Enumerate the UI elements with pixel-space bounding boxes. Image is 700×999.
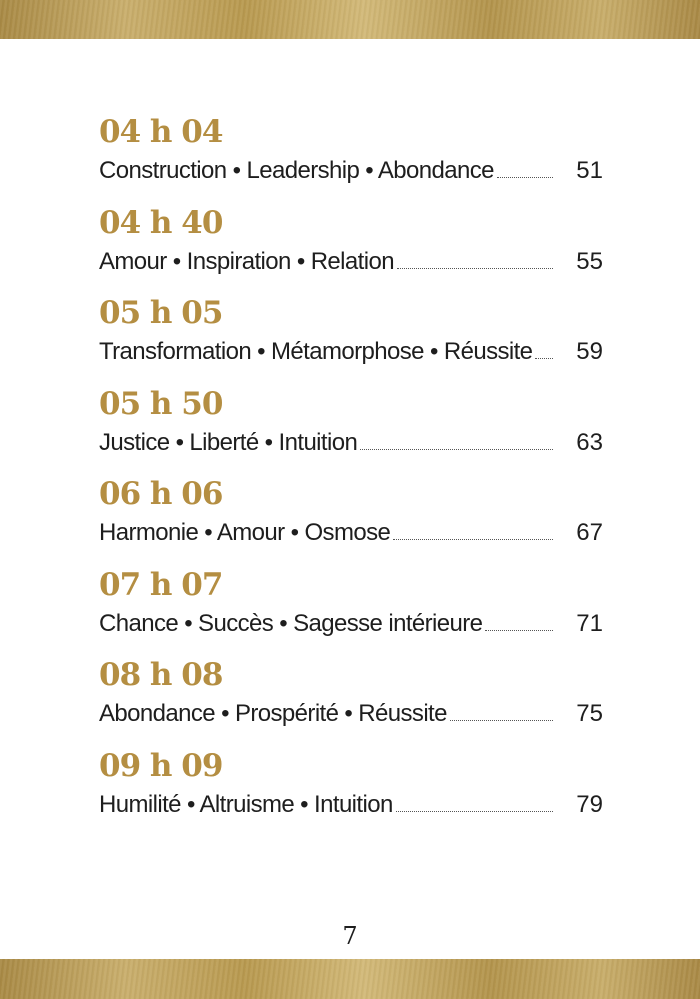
gold-band-bottom — [0, 959, 700, 999]
toc-entry[interactable] — [99, 565, 603, 656]
entry-title: Chance • Succès • Sagesse intérieure — [99, 609, 483, 637]
entry-line — [99, 154, 603, 188]
entry-time: 07 h 07 — [99, 566, 223, 603]
entry-line — [99, 426, 603, 460]
dot-leader — [485, 630, 553, 631]
dot-leader — [393, 539, 553, 540]
toc-entry[interactable] — [99, 384, 603, 475]
entry-page-number: 59 — [576, 338, 603, 365]
entry-page-number: 55 — [576, 247, 603, 275]
entry-title: Transformation • Métamorphose • Réussite — [99, 338, 533, 365]
table-of-contents — [99, 112, 603, 836]
dot-leader — [397, 268, 553, 269]
entry-line — [99, 245, 603, 279]
entry-page-number: 63 — [576, 428, 603, 456]
gold-band-top — [0, 0, 700, 39]
entry-time: 04 h 04 — [99, 114, 223, 150]
entry-title: Construction • Leadership • Abondance — [99, 157, 494, 184]
entry-page-number: 79 — [576, 790, 603, 818]
entry-title: Amour • Inspiration • Relation — [99, 247, 394, 275]
entry-time: 09 h 09 — [99, 747, 223, 784]
dot-leader — [450, 720, 553, 721]
dot-leader — [360, 449, 553, 450]
entry-page-number: 75 — [576, 700, 603, 727]
entry-line — [99, 607, 603, 641]
entry-title: Justice • Liberté • Intuition — [99, 428, 358, 456]
entry-title: Humilité • Altruisme • Intuition — [99, 790, 393, 818]
entry-line — [99, 788, 603, 822]
entry-time: 05 h 50 — [99, 385, 223, 422]
entry-line — [99, 335, 603, 369]
entry-line — [99, 516, 603, 550]
entry-page-number: 51 — [576, 157, 603, 184]
dot-leader — [535, 358, 553, 359]
entry-time: 08 h 08 — [99, 657, 223, 693]
dot-leader — [396, 811, 553, 812]
dot-leader — [497, 177, 553, 178]
entry-line — [99, 697, 603, 731]
entry-time: 04 h 40 — [99, 204, 223, 241]
entry-title: Abondance • Prospérité • Réussite — [99, 700, 447, 727]
entry-time: 05 h 05 — [99, 295, 223, 331]
toc-entry[interactable] — [99, 293, 603, 384]
toc-entry[interactable] — [99, 112, 603, 203]
entry-title: Harmonie • Amour • Osmose — [99, 519, 391, 546]
entry-page-number: 67 — [576, 519, 603, 546]
toc-entry[interactable] — [99, 746, 603, 837]
page-number: 7 — [342, 922, 358, 950]
entry-time: 06 h 06 — [99, 476, 223, 512]
toc-entry[interactable] — [99, 203, 603, 294]
toc-entry[interactable] — [99, 655, 603, 746]
entry-page-number: 71 — [576, 609, 603, 637]
toc-entry[interactable] — [99, 474, 603, 565]
